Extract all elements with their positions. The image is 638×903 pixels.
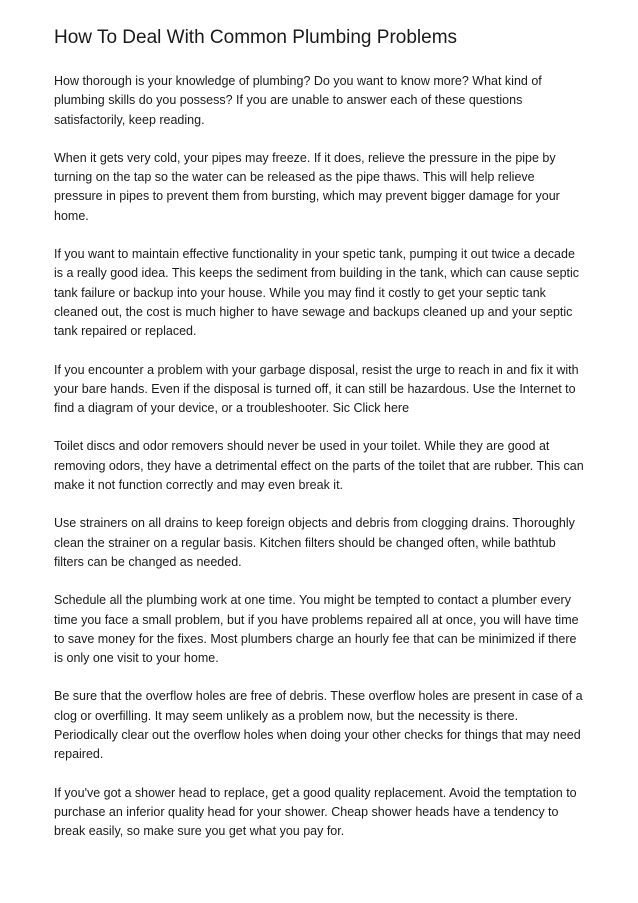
paragraph-knowledge: How thorough is your knowledge of plumbing? Do you want to know more? What kind of plumbing skills do you possess? If you are unable to answer each of these questions satisfactorily, keep reading. (54, 74, 542, 127)
paragraph-overflow-holes: Be sure that the overflow holes are free of debris. These overflow holes are present in case of a clog or overfilling. It may seem unlikely as a problem now, but the necessity is there. Periodically clear out the overflow holes when doing your other checks for things that may need repaired. (54, 689, 583, 762)
document-page (54, 26, 584, 861)
paragraph-toilet-discs: Toilet discs and odor removers should never be used in your toilet. While they are good at removing odors, they have a detrimental effect on the parts of the toilet that are rubber. This can make it not function correctly and may even break it. (54, 439, 584, 493)
paragraph-garbage-disposal: If you encounter a problem with your garbage disposal, resist the urge to reach in and fix it with your bare hands. Even if the disposal is turned off, it can still be hazardous. Use the Internet to find a diagram of your device, or a troubleshooter. Sic Click here (54, 362, 579, 416)
paragraph-septic-tank: If you want to maintain effective functionality in your spetic tank, pumping it out twice a decade is a really good idea. This keeps the sediment from building in the tank, which can cause septic tank failure or backup into your house. While you may find it costly to get your septic tank cleaned out, the cost is much higher to have sewage and backups cleaned up and your septic tank repaired or replaced. (54, 247, 580, 339)
paragraph-frozen-pipes: When it gets very cold, your pipes may freeze. If it does, relieve the pressure in the pipe by turning on the tap so the water can be released as the pipe thaws. This will help relieve pressure in pipes to prevent them from bursting, which may prevent bigger damage for your home. (54, 150, 560, 223)
paragraph-shower-head: If you've got a shower head to replace, get a good quality replacement. Avoid the temptation to purchase an inferior quality head for your shower. Cheap shower heads have a tendency to break easily, so make sure you get what you pay for. (54, 785, 577, 839)
document-title: How To Deal With Common Plumbing Problems (54, 27, 458, 48)
paragraph-schedule-work: Schedule all the plumbing work at one time. You might be tempted to contact a plumber every time you face a small problem, but if you have problems repaired all at once, you will have time to save money for the fixes. Most plumbers charge an hourly fee that can be minimized if there is only one visit to your home. (54, 593, 579, 666)
paragraph-strainers: Use strainers on all drains to keep foreign objects and debris from clogging drains. Thoroughly clean the strainer on a regular basis. Kitchen filters should be changed often, while bathtub filters can be changed as needed. (54, 516, 575, 569)
